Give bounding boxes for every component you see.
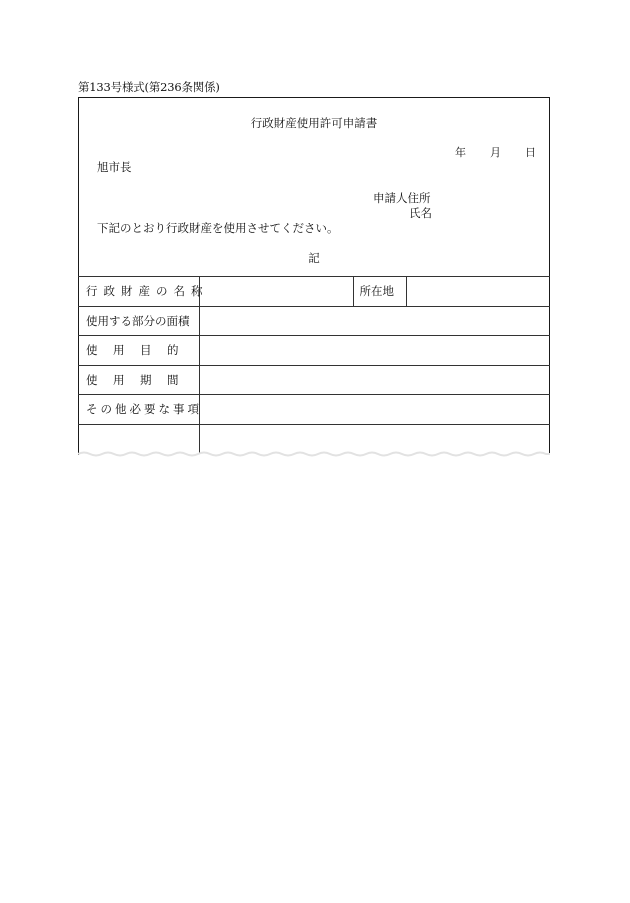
purpose-field[interactable] <box>199 336 550 366</box>
form-title: 行政財産使用許可申請書 <box>250 116 378 130</box>
table-row <box>78 277 550 307</box>
period-label-char: 用 <box>113 372 125 387</box>
date-day-label: 日 <box>525 146 536 159</box>
period-field[interactable] <box>199 365 550 395</box>
application-form <box>78 97 550 455</box>
period-label-char: 間 <box>167 372 179 387</box>
purpose-label-char: 用 <box>113 343 125 358</box>
request-sentence: 下記のとおり行政財産を使用させてください。 <box>97 221 339 235</box>
addressee: 旭市長 <box>97 160 132 174</box>
ki-heading: 記 <box>308 251 320 265</box>
table-row <box>78 306 550 336</box>
purpose-label-char: 目 <box>140 343 152 358</box>
property-name-label: 行政財産の名称 <box>78 277 199 307</box>
period-label-char: 使 <box>86 372 98 387</box>
area-label: 使用する部分の面積 <box>78 306 199 336</box>
period-label <box>78 365 199 395</box>
area-field[interactable] <box>199 306 550 336</box>
purpose-label-char: 使 <box>86 343 98 358</box>
purpose-label <box>78 336 199 366</box>
date-month-label: 月 <box>490 146 501 159</box>
period-label-char: 期 <box>140 372 152 387</box>
other-matters-label: その他必要な事項 <box>78 395 199 425</box>
property-name-field[interactable] <box>199 277 353 307</box>
items-table <box>78 276 550 453</box>
purpose-label-char: 的 <box>167 343 179 358</box>
other-matters-field[interactable] <box>199 395 550 425</box>
table-row <box>78 365 550 395</box>
location-field[interactable] <box>406 277 550 307</box>
applicant-address-label: 申請人住所 <box>373 191 431 205</box>
table-row <box>78 395 550 425</box>
date-year-label: 年 <box>455 146 466 159</box>
applicant-name-label: 氏名 <box>409 206 432 220</box>
torn-edge-divider <box>78 449 550 459</box>
form-number: 第133号様式(第236条関係) <box>78 80 220 94</box>
location-label: 所在地 <box>353 277 406 307</box>
table-row <box>78 336 550 366</box>
